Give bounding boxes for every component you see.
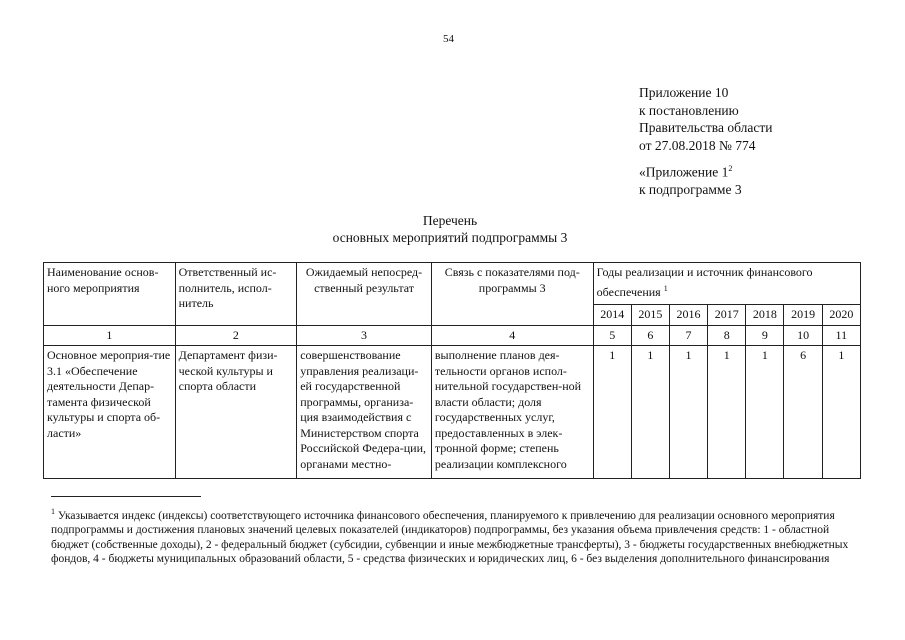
appendix-line: Правительства области (639, 120, 773, 135)
measure-executor: Департамент физи-ческой культуры и спорта области (175, 346, 297, 479)
appendix-line: к подпрограмме 3 (639, 182, 742, 197)
year-cell: 2016 (669, 305, 707, 326)
measure-name: Основное мероприя-тие 3.1 «Обеспечение деятельности Депар-тамента физической культуры и спорта об-ласти» (44, 346, 176, 479)
footnote-divider (51, 496, 201, 497)
header-row (44, 263, 861, 305)
year-cell: 2017 (708, 305, 746, 326)
year-cell: 2019 (784, 305, 822, 326)
year-value: 1 (631, 346, 669, 479)
title-line: основных мероприятий подпрограммы 3 (332, 230, 568, 245)
column-number: 2 (175, 325, 297, 346)
title-line: Перечень (422, 213, 478, 228)
appendix-line: от 27.08.2018 № 774 (639, 137, 756, 153)
year-value: 1 (593, 346, 631, 479)
appendix-line: Приложение 10 (639, 85, 729, 100)
column-number: 8 (708, 325, 746, 346)
appendix-line: к постановлению (639, 102, 739, 118)
table-row (44, 346, 861, 479)
footnote-text: Указывается индекс (индексы) соответствующего источника финансового обеспечения, планируемого к привлечению для реализации основного мероприятия подпрограммы и достижения плановых значений целевых показателей (индикаторов) подпрограммы, без указания объема привлечения средств: 1 - областной бюджет (собственные доходы), 2 - федеральный бюджет (субсидии, субвенции и иные межбюджетные трансферты), 3 - бюджеты государственных внебюджетных фондов, 4 - бюджеты муниципальных образований области, 5 - средства физических и юридических лиц, 6 - без выделения дополнительного финансирования (51, 509, 849, 566)
year-cell: 2015 (631, 305, 669, 326)
year-cell: 2020 (822, 305, 860, 326)
column-number: 9 (746, 325, 784, 346)
appendix-line-text: «Приложение 1 (639, 164, 729, 180)
appendix-line (639, 160, 772, 181)
year-cell: 2014 (593, 305, 631, 326)
header-years-text: Годы реализации и источник финансового обеспечения (596, 265, 813, 299)
appendix-superscript: 2 (728, 164, 733, 173)
header-executor: Ответственный ис-полнитель, испол-нитель (175, 263, 297, 326)
header-name: Наименование основ-ного мероприятия (44, 263, 176, 326)
header-link: Связь с показателями под-программы 3 (431, 263, 593, 326)
year-value: 1 (746, 346, 784, 479)
year-cell: 2018 (746, 305, 784, 326)
column-number-row (44, 325, 861, 346)
measure-link: выполнение планов дея-тельности органов испол-нительной государствен-ной власти области; доля государственных услуг, предоставленных в элек-тронной форме; степень реализации комплексного (431, 346, 593, 479)
year-value: 6 (784, 346, 822, 479)
document-title (300, 212, 600, 246)
column-number: 4 (431, 325, 593, 346)
year-value: 1 (822, 346, 860, 479)
year-value: 1 (708, 346, 746, 479)
appendix-header (639, 84, 772, 199)
footnote (51, 505, 857, 567)
column-number: 7 (669, 325, 707, 346)
column-number: 5 (593, 325, 631, 346)
column-number: 6 (631, 325, 669, 346)
page-number: 54 (443, 33, 454, 45)
header-result: Ожидаемый непосред-ственный результат (297, 263, 432, 326)
measures-table (43, 262, 861, 479)
header-years-sup: 1 (663, 283, 668, 293)
column-number: 1 (44, 325, 176, 346)
header-years-group (593, 263, 860, 305)
column-number: 3 (297, 325, 432, 346)
column-number: 11 (822, 325, 860, 346)
column-number: 10 (784, 325, 822, 346)
footnote-marker: 1 (51, 507, 55, 516)
year-value: 1 (669, 346, 707, 479)
measure-result: совершенствование управления реализаци-ей государственной программы, организа-ция взаимодействия с Министерством спорта Российской Федера-ции, органами местно- (297, 346, 432, 479)
